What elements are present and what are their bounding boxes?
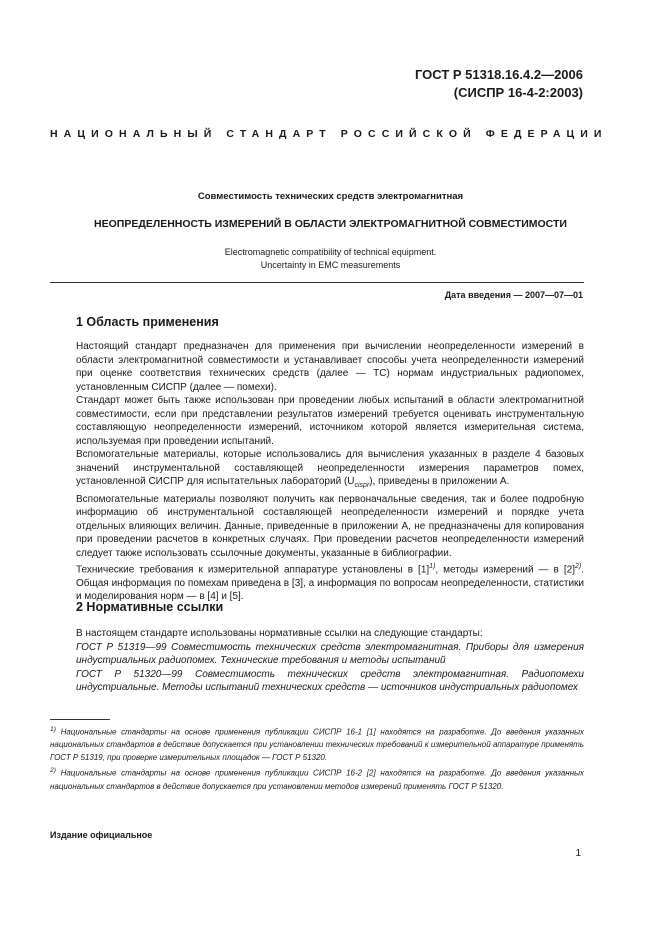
- section-1-paragraph: [76, 493, 584, 561]
- footnote-mark: 1): [50, 726, 56, 733]
- english-title-line1: Electromagnetic compatibility of technical equipment.: [224, 247, 437, 257]
- english-title-line2: Uncertainty in EMC measurements: [260, 260, 401, 270]
- section-1-paragraph: [76, 448, 584, 493]
- normative-reference: ГОСТ Р 51320—99 Совместимость технических средств электромагнитная. Радиопомехи индустриальные. Методы испытаний технических средств — источников индустриальных радиопомех: [76, 668, 584, 693]
- standard-number: ГОСТ Р 51318.16.4.2—2006: [414, 67, 583, 82]
- paragraph-text: Вспомогательные материалы позволяют получить как первоначальные сведения, так и более подробную информацию об инструментальной составляющей неопределенности измерений и порядке учета отдельных влияющих величин. Данные, приведенные в приложении А, не предназначены для копирования при проведении расчетов в конкретных случаях. При проведении расчетов неопределенности измерений следует также использовать ссылочные документы, указанные в библиографии.: [76, 493, 584, 559]
- introduction-date: Дата введения — 2007—07—01: [444, 290, 583, 300]
- section-1-paragraph: [76, 394, 584, 448]
- section-1-heading: 1 Область применения: [76, 315, 219, 329]
- document-subject: Совместимость технических средств электромагнитная: [197, 191, 464, 202]
- footnote-1: [50, 724, 584, 765]
- document-title: НЕОПРЕДЕЛЕННОСТЬ ИЗМЕРЕНИЙ В ОБЛАСТИ ЭЛЕКТРОМАГНИТНОЙ СОВМЕСТИМОСТИ: [94, 218, 567, 230]
- normative-reference: ГОСТ Р 51319—99 Совместимость технических средств электромагнитная. Приборы для измерения индустриальных радиопомех. Технические требования и методы испытаний: [76, 641, 584, 666]
- section-2-paragraph: В настоящем стандарте использованы нормативные ссылки на следующие стандарты:: [76, 628, 483, 639]
- paragraph-text: ), приведены в приложении А.: [369, 476, 510, 487]
- section-2-heading: 2 Нормативные ссылки: [76, 600, 224, 614]
- paragraph-text: Технические требования к измерительной аппаратуре установлены в [1]: [76, 564, 430, 576]
- footnote-mark: 2): [50, 767, 56, 775]
- english-title: [0, 246, 661, 272]
- footnote-divider: [50, 719, 110, 720]
- standard-identifier: [415, 66, 583, 102]
- subscript: cispr: [354, 482, 370, 489]
- paragraph-text: Настоящий стандарт предназначен для применения при вычислении неопределенности измерений в области электромагнитной совместимости и устанавливает способы учета неопределенности измерений при оценке соответствия технических средств (далее — ТС) нормам индустриальных радиопомех, установленным СИСПР (далее — помехи).: [76, 341, 584, 393]
- footnotes: [50, 724, 584, 793]
- edition-label: Издание официальное: [50, 830, 153, 840]
- footnote-ref[interactable]: 1): [429, 563, 436, 570]
- section-1-paragraph: [76, 340, 584, 394]
- cispr-number: (СИСПР 16-4-2:2003): [453, 85, 583, 100]
- national-standard-title: НАЦИОНАЛЬНЫЙ СТАНДАРТ РОССИЙСКОЙ ФЕДЕРАЦИИ: [50, 128, 608, 140]
- footnote-2: [50, 765, 584, 793]
- title-divider: [50, 282, 584, 283]
- footnote-text: Национальные стандарты на основе применения публикации СИСПР 16-1 [1] находятся на разработке. До введения указанных национальных стандартов в действие допускается при установлении технических требований к измерительной аппаратуре применять ГОСТ Р 51319, при проверке измерительных площадок — ГОСТ Р 51320.: [50, 727, 584, 763]
- footnote-text: Национальные стандарты на основе применения публикации СИСПР 16-2 [2] находятся на разработке. До введения указанных национальных стандартов в действие допускается при установлении методов измерений применять ГОСТ Р 51320.: [50, 768, 584, 791]
- section-1-paragraph: [76, 560, 584, 604]
- paragraph-text: , методы измерений — в [2]: [435, 564, 575, 576]
- paragraph-text: Стандарт может быть также использован при проведении любых испытаний в области электромагнитной совместимости, если при представлении результатов измерений требуется оценивать инструментальную составляющую неопределенности измерений, источником которой является измерительная система, используемая при проведении испытаний.: [76, 395, 584, 447]
- paragraph-text: . Общая информация по помехам приведена в [3], а информация по вопросам неопределенности, статистики и моделирования норм — в [4] и [5].: [76, 564, 584, 603]
- paragraph-text: Вспомогательные материалы, которые использовались для вычисления указанных в разделе 4 базовых значений инструментальной составляющей неопределенности измерения параметров помех, установленной СИСПР для испытательных лабораторий (U: [76, 449, 584, 487]
- page-number: 1: [575, 848, 581, 859]
- section-2-body: [76, 627, 584, 695]
- footnote-ref[interactable]: 2): [574, 563, 582, 570]
- section-1-body: [76, 340, 584, 604]
